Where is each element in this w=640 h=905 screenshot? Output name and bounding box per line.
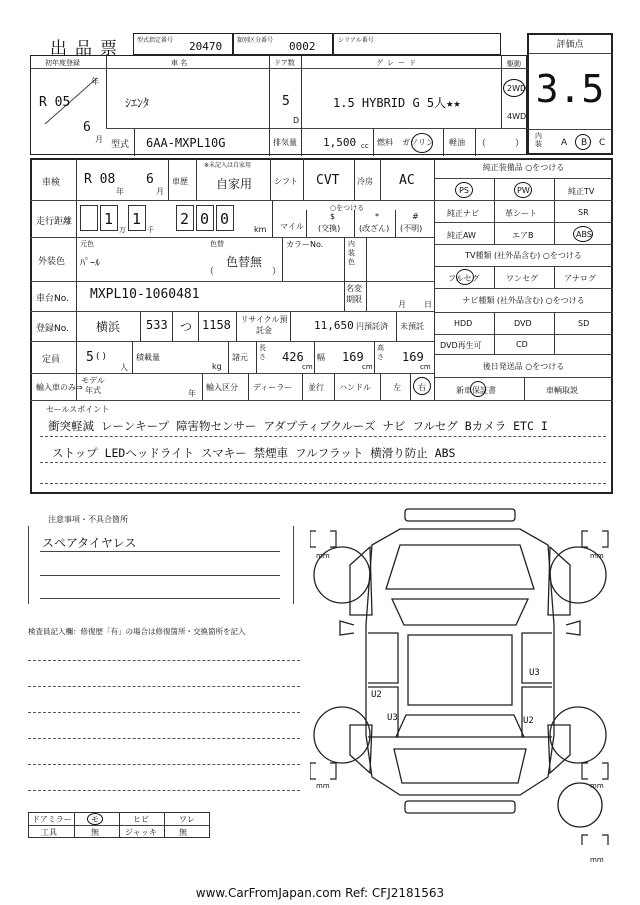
inspection-label: 車検 xyxy=(42,178,61,188)
reg-area: 横浜 xyxy=(96,320,121,334)
grade: 1.5 HYBRID G 5人★★ xyxy=(333,96,461,110)
damage-mark-u3-right: U3 xyxy=(529,668,540,678)
damage-mark-u2-right: U2 xyxy=(523,716,534,726)
handle-right-circle xyxy=(413,377,431,395)
fuel-gasoline-circle xyxy=(411,133,433,153)
warranty-circle xyxy=(470,381,486,397)
first-reg-era: R 05 xyxy=(39,95,71,110)
reg-kana: つ xyxy=(180,320,193,334)
inspection-era: R 08 xyxy=(84,172,116,187)
capacity-label: 定員 xyxy=(42,355,61,365)
notes-line1: スペアタイヤレス xyxy=(42,536,137,550)
pw-circle xyxy=(514,182,532,198)
door-count: 5 xyxy=(282,94,290,109)
original-color: ﾊﾟｰﾙ xyxy=(80,258,100,269)
height: 169 xyxy=(402,350,424,364)
width: 169 xyxy=(342,350,364,364)
reg-number: 1158 xyxy=(202,318,231,332)
damage-mark-u3-left: U3 xyxy=(387,713,398,723)
chassis-label: 車台No. xyxy=(36,294,69,304)
first-reg-month: 6 xyxy=(83,120,91,135)
score-label: 評価点 xyxy=(556,40,584,50)
capacity-value: 5 xyxy=(86,350,94,365)
fullseg-circle xyxy=(456,269,474,285)
inspector-label: 検査員記入欄：修復歴「有」の場合は修復箇所・交換箇所を記入 xyxy=(28,627,246,636)
interior-grade-circle xyxy=(575,134,591,150)
chassis-number: MXPL10-1060481 xyxy=(90,287,200,302)
car-diagram xyxy=(310,505,610,845)
class-code-value: 0002 xyxy=(289,40,316,53)
model-code: 6AA-MXPL10G xyxy=(146,136,226,150)
mileage-digits: 1 万 1 千 2 0 0 km xyxy=(80,203,270,235)
vehicle-row1: 初年度登録 車 名 ドア数 グレード 駆動 年 R 05 6 月 ｼｴﾝﾀ 5 D 1.5 HYBRID G 5人★★ 2WD 4WD 型式 6AA-MXPL10G 排気量 1,500 cc 燃料 ガソリン 軽油 （ ） xyxy=(30,55,527,155)
serial-box: シリアル番号 xyxy=(333,33,501,55)
model-code-box: 型式指定番号 20470 xyxy=(133,33,233,55)
notes-label: 注意事項・不具合箇所 xyxy=(48,515,128,524)
ps-circle xyxy=(455,182,473,198)
recycle-fee: 11,650 xyxy=(314,319,354,332)
equipment-panel: 純正装備品 ○をつける PS PW 純正TV 純正ナビ 革シート SR 純正AW エアB ABS TV種類 (社外品含む) ○をつける フルセグ ワンセグ アナログ ナビ種類 (社外品含む) ○をつける HDD DVD SD DVD再生可 CD 後日発送品 ○をつける 新車保証書 車輌取説 xyxy=(434,158,613,400)
sheet-title: 出品票 xyxy=(50,39,125,59)
length: 426 xyxy=(282,350,304,364)
car-name: ｼｴﾝﾀ xyxy=(125,96,150,110)
damage-mark-u2-left: U2 xyxy=(371,690,382,700)
registration-label: 登録No. xyxy=(36,324,69,334)
abs-circle xyxy=(573,226,593,242)
tools-table: ドアミラー モ ヒビ ワレ 工具 無 ジャッキ 無 xyxy=(28,812,210,838)
score-value: 3.5 xyxy=(535,67,605,111)
model-code-value: 20470 xyxy=(189,40,223,53)
sales-point-line2: ストップ LEDヘッドライト スマキー 禁煙車 フルフラット 横滑り防止 ABS xyxy=(52,446,456,460)
class-code-box: 類別区分番号 0002 xyxy=(233,33,333,55)
displacement: 1,500 xyxy=(323,136,357,149)
footer-ref: www.CarFromJapan.com Ref: CFJ2181563 xyxy=(195,886,445,900)
vehicle-history: 自家用 xyxy=(216,177,253,191)
sales-point-line1: 衝突軽減 レーンキープ 障害物センサー アダプティブクルーズ ナビ フルセグ Bカメラ ETC I xyxy=(48,419,548,433)
import-label: 輸入車のみ⇒ xyxy=(36,383,83,392)
inspection-month: 6 xyxy=(146,172,154,187)
mileage-label: 走行距離 xyxy=(36,217,73,227)
sales-point-label: セールスポイント xyxy=(46,405,110,414)
score-box: 評価点 3.5 内装 A B C xyxy=(527,33,613,155)
color-label: 外装色 xyxy=(38,257,66,267)
reg-class: 533 xyxy=(146,318,168,332)
ac-type: AC xyxy=(399,173,415,188)
shift-type: CVT xyxy=(316,173,340,188)
repaint-status: 色替無 xyxy=(226,255,263,269)
drive-2wd-circle xyxy=(503,79,525,97)
mirror-circle xyxy=(87,813,103,825)
